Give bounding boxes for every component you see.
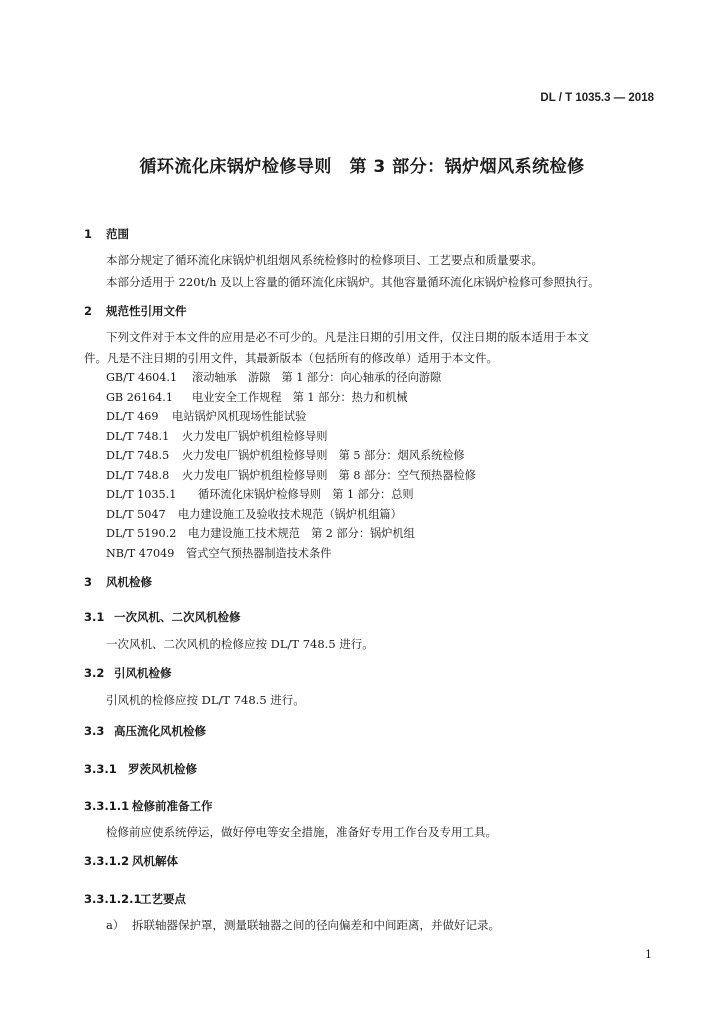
- section-number: 1: [84, 227, 93, 241]
- section-title: 范围: [106, 227, 129, 241]
- section-3-3-1-1-heading: [84, 798, 213, 814]
- section-3-heading: [84, 574, 152, 590]
- section-title: 罗茨风机检修: [128, 762, 197, 776]
- section-1-heading: [84, 226, 129, 242]
- list-item-a: [106, 917, 500, 933]
- reference-code: NB/T 47049: [106, 547, 175, 560]
- document-number: DL / T 1035.3 — 2018: [540, 92, 654, 104]
- section-title: 一次风机、二次风机检修: [114, 610, 241, 624]
- reference-item: [106, 545, 331, 561]
- reference-title: 火力发电厂锅炉机组检修导则 第 5 部分：烟风系统检修: [182, 449, 465, 462]
- reference-code: GB/T 4604.1: [106, 371, 178, 384]
- reference-code: DL/T 469: [106, 410, 159, 423]
- reference-code: DL/T 5047: [106, 508, 166, 521]
- reference-title: 电力建设施工及验收技术规范（锅炉机组篇）: [178, 508, 402, 521]
- list-item-text: 拆联轴器保护罩，测量联轴器之间的径向偏差和中间距离，并做好记录。: [132, 918, 500, 932]
- reference-item: [106, 486, 414, 502]
- reference-code: GB 26164.1: [106, 391, 173, 404]
- section-3-2-paragraph: 引风机的检修应按 DL/T 748.5 进行。: [106, 693, 305, 707]
- section-title: 工艺要点: [140, 892, 186, 906]
- section-number: 3.3.1.1: [84, 799, 130, 813]
- section-number: 3.2: [84, 666, 105, 680]
- reference-code: DL/T 5190.2: [106, 527, 177, 540]
- reference-item: [106, 369, 441, 385]
- reference-title: 循环流化床锅炉检修导则 第 1 部分：总则: [198, 488, 414, 501]
- reference-title: 火力发电厂锅炉机组检修导则: [182, 430, 328, 443]
- reference-title: 管式空气预热器制造技术条件: [186, 547, 332, 560]
- reference-item: [106, 467, 476, 483]
- reference-title: 滚动轴承 游隙 第 1 部分：向心轴承的径向游隙: [192, 371, 442, 384]
- section-1-paragraph-1: 本部分规定了循环流化床锅炉机组烟风系统检修时的检修项目、工艺要点和质量要求。: [106, 253, 543, 267]
- section-title: 规范性引用文件: [106, 304, 187, 318]
- section-title: 检修前准备工作: [132, 799, 213, 813]
- section-title: 高压流化风机检修: [114, 724, 206, 738]
- section-number: 3.3.1: [84, 762, 117, 776]
- section-title: 引风机检修: [114, 666, 172, 680]
- list-item-label: a）: [106, 918, 125, 932]
- section-number: 3.3: [84, 724, 105, 738]
- reference-code: DL/T 748.1: [106, 430, 170, 443]
- section-3-3-1-2-1-heading: [84, 891, 186, 907]
- section-3-2-heading: [84, 665, 172, 681]
- reference-title: 火力发电厂锅炉机组检修导则 第 8 部分：空气预热器检修: [182, 469, 476, 482]
- reference-item: [106, 506, 402, 522]
- reference-item: [106, 525, 415, 541]
- section-title: 风机解体: [132, 854, 178, 868]
- section-2-heading: [84, 303, 187, 319]
- section-3-1-heading: [84, 609, 241, 625]
- section-number: 3.3.1.2.1: [84, 892, 142, 906]
- reference-code: DL/T 748.5: [106, 449, 170, 462]
- section-3-3-heading: [84, 723, 206, 739]
- section-number: 3.3.1.2: [84, 854, 130, 868]
- section-3-3-1-heading: [84, 761, 197, 777]
- reference-title: 电站锅炉风机现场性能试验: [172, 410, 307, 423]
- reference-item: [106, 428, 327, 444]
- reference-title: 电业安全工作规程 第 1 部分：热力和机械: [192, 391, 408, 404]
- section-3-1-paragraph: 一次风机、二次风机的检修应按 DL/T 748.5 进行。: [106, 637, 374, 651]
- section-number: 3.1: [84, 610, 105, 624]
- reference-item: [106, 408, 306, 424]
- reference-title: 电力建设施工技术规范 第 2 部分：锅炉机组: [188, 527, 415, 540]
- section-number: 2: [84, 304, 93, 318]
- page-number: 1: [645, 948, 652, 961]
- section-2-paragraph-line-2: 件。凡是不注日期的引用文件，其最新版本（包括所有的修改单）适用于本文件。: [84, 351, 498, 365]
- section-3-3-1-2-heading: [84, 853, 178, 869]
- section-1-paragraph-2: 本部分适用于 220t/h 及以上容量的循环流化床锅炉。其他容量循环流化床锅炉检修可参照执行。: [106, 275, 600, 289]
- section-2-paragraph-line-1: 下列文件对于本文件的应用是必不可少的。凡是注日期的引用文件，仅注日期的版本适用于本文: [106, 330, 589, 344]
- reference-code: DL/T 1035.1: [106, 488, 177, 501]
- section-title: 风机检修: [106, 575, 152, 589]
- reference-item: [106, 447, 465, 463]
- section-3-3-1-1-paragraph: 检修前应使系统停运，做好停电等安全措施，准备好专用工作台及专用工具。: [106, 825, 497, 839]
- section-number: 3: [84, 575, 93, 589]
- reference-item: [106, 389, 408, 405]
- reference-code: DL/T 748.8: [106, 469, 170, 482]
- page-title: 循环流化床锅炉检修导则 第 3 部分：锅炉烟风系统检修: [139, 157, 585, 177]
